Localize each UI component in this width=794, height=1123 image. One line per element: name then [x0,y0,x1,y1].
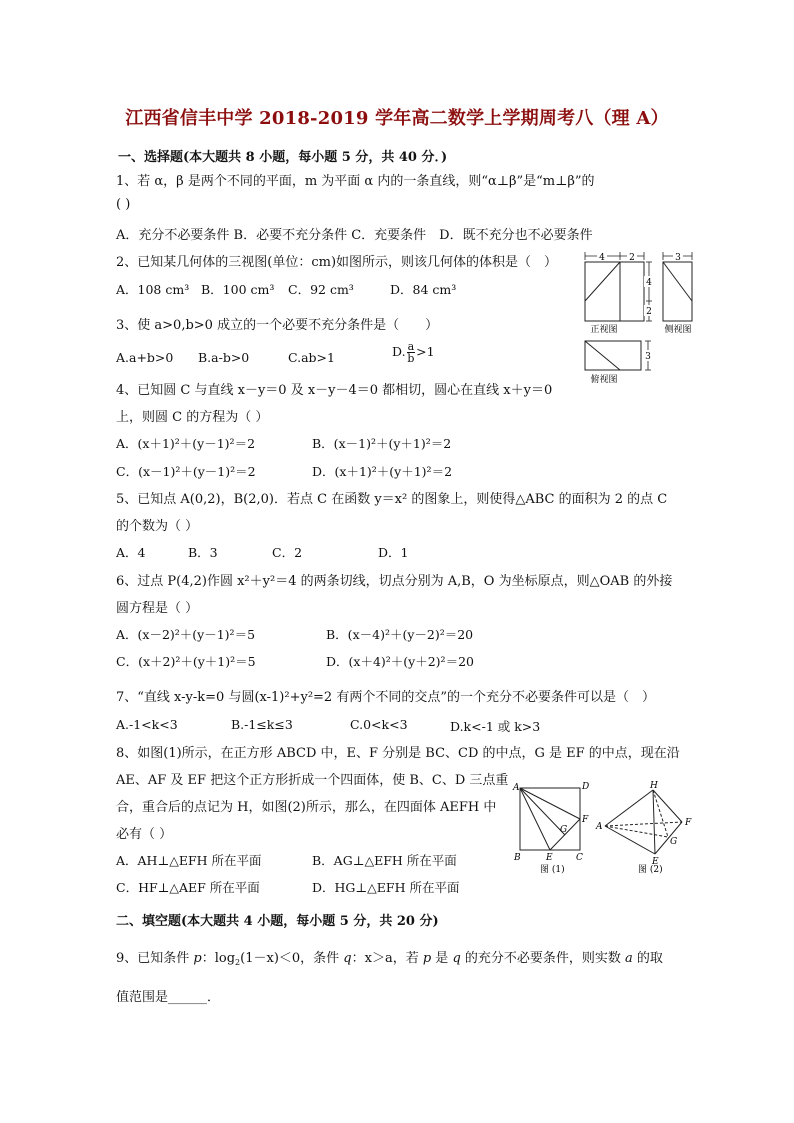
top-view-diagonal [585,341,620,370]
q3-option-d-suffix: >1 [416,344,435,359]
side-top-3: 3 [675,253,681,263]
edge-hf [653,790,682,822]
side-view-rect [663,262,692,321]
q4-option-d: D．(x＋1)²＋(y＋1)²＝2 [312,464,453,479]
exam-title: 江西省信丰中学 2018-2019 学年高二数学上学期周考八（理 A） [125,108,669,129]
q7-option-c: C.0<k<3 [350,717,408,732]
q9-text: 的充分不必要条件，则实数 [460,951,626,966]
fig1-point-d: D [582,782,590,792]
fig1-point-f: F [582,815,589,825]
folding-square-figure [510,780,700,878]
edge-he [653,790,655,854]
fig1-point-e: E [546,853,553,863]
q7-option-a: A.-1<k<3 [116,717,178,732]
q6-option-d: D．(x＋4)²＋(y＋2)²＝20 [326,654,474,669]
edge-af-dashed [605,822,682,826]
q8-stem-line2: AE、AF 及 EF 把这个正方形折成一个四面体，使 B、C、D 三点重 [116,773,509,788]
q5-option-b: B．3 [188,545,218,560]
front-top-4: 4 [599,253,605,263]
q3-stem: 3、使 a>0,b>0 成立的一个必要不充分条件是（ ） [116,318,439,333]
q9-text: 9、已知条件 [116,951,194,966]
q5-stem-line2: 的个数为（ ） [116,519,199,534]
q9-log-base: 2 [235,958,241,967]
front-side-2: 2 [646,307,652,317]
q4-option-a: A．(x＋1)²＋(y－1)²＝2 [116,436,256,451]
q6-option-a: A．(x－2)²＋(y－1)²＝5 [116,627,256,642]
three-view-figure [580,248,700,386]
edge-ah [605,790,653,826]
segment-af [520,788,580,819]
fig1-point-a: A [513,783,520,793]
q9-var-q: q [343,951,352,966]
q6-option-c: C．(x＋2)²＋(y＋1)²＝5 [116,654,256,669]
fig2-point-e: E [652,857,659,867]
q8-stem-line1: 8、如图(1)所示，在正方形 ABCD 中，E、F 分别是 BC、CD 的中点，G 是 EF 的中点，现在沿 [116,746,680,761]
q8-option-b: B．AG⊥△EFH 所在平面 [312,853,457,868]
q3-option-c: C.ab>1 [288,350,335,365]
section1-heading: 一、选择题(本大题共 8 小题，每小题 5 分，共 40 分．) [118,150,448,165]
q8-stem-line4: 必有（ ） [116,827,173,842]
q2-option-c: C．92 cm³ [288,282,354,297]
q6-stem-line1: 6、过点 P(4,2)作圆 x²＋y²＝4 的两条切线，切点分别为 A,B，O 为坐标原点，则△OAB 的外接 [116,574,673,589]
edge-hg-dashed [653,790,668,837]
q4-option-c: C．(x－1)²＋(y－1)²＝2 [116,464,256,479]
q1-stem-line2: ( ) [116,197,131,212]
q9-text: 的取 [632,951,663,966]
q3-option-d-prefix: D. [392,344,406,359]
fig1-point-g: G [560,825,568,835]
section2-heading: 二、填空题(本大题共 4 小题，每小题 5 分，共 20 分) [116,914,439,929]
q9-var-a: a [625,951,633,966]
fraction-numerator: a [407,340,415,353]
q5-option-d: D．1 [378,545,409,560]
top-view-rect [585,341,641,370]
front-side-4: 4 [646,278,652,288]
q9-text: ：x＞a，若 [351,951,423,966]
q9-stem-line2: 值范围是______． [116,990,221,1005]
fraction-denominator: b [407,352,415,365]
front-view-diagonal [585,262,620,301]
q7-option-d: D.k<-1 或 k>3 [450,719,541,734]
q5-stem-line1: 5、已知点 A(0,2)，B(2,0)．若点 C 在函数 y＝x² 的图象上，则使得△ABC 的面积为 2 的点 C [116,492,668,507]
q2-option-a: A．108 cm³ [116,282,190,297]
q2-option-d: D．84 cm³ [390,282,457,297]
fig1-point-b: B [514,853,521,863]
top-view-label: 俯视图 [590,375,618,385]
edge-ef [655,822,682,854]
fig2-point-g: G [670,837,678,847]
q5-option-c: C．2 [272,545,303,560]
front-view-label: 正视图 [590,325,618,335]
q7-stem: 7、“直线 x-y-k=0 与圆(x-1)²+y²=2 有两个不同的交点”的一个充分不必要条件可以是（ ） [116,690,655,705]
q3-option-b: B.a-b>0 [198,350,250,365]
q9-var-p: p [422,951,432,966]
side-view-diagonal [663,262,692,301]
segment-ae [520,788,550,850]
front-top-2: 2 [629,253,635,263]
q3-option-a: A.a+b>0 [116,350,174,365]
q6-option-b: B．(x－4)²＋(y－2)²＝20 [326,627,474,642]
side-view-label: 侧视图 [664,325,692,335]
fig2-point-h: H [650,781,658,791]
fig2-point-f: F [685,818,692,828]
q2-stem: 2、已知某几何体的三视图(单位：cm)如图所示，则该几何体的体积是（ ） [116,255,558,270]
q3-option-d-fraction [407,341,416,364]
q4-stem-line1: 4、已知圆 C 与直线 x－y＝0 及 x－y－4＝0 都相切，圆心在直线 x＋y＝0 [116,383,553,398]
q9-var-q: q [452,951,461,966]
q8-option-d: D．HG⊥△EFH 所在平面 [312,880,460,895]
q7-option-b: B.-1≤k≤3 [231,717,293,732]
fig1-caption: 图 (1) [540,865,565,875]
q1-options: A．充分不必要条件 B．必要不充分条件 C．充要条件 D．既不充分也不必要条件 [116,228,593,243]
q1-stem-line1: 1、若 α，β 是两个不同的平面，m 为平面 α 内的一条直线，则“α⊥β”是“m⊥β”的 [116,174,595,189]
q4-option-b: B．(x－1)²＋(y＋1)²＝2 [312,436,452,451]
q9-stem-line1 [116,947,663,966]
fig2-point-a: A [596,822,603,832]
q6-stem-line2: 圆方程是（ ） [116,601,199,616]
q8-stem-line3: 合，重合后的点记为 H，如图(2)所示，那么，在四面体 AEFH 中 [116,800,497,815]
q5-option-a: A．4 [116,545,146,560]
q9-text: (1－x)＜0，条件 [240,951,344,966]
segment-ag [520,788,568,835]
top-side-3: 3 [645,352,651,362]
q2-option-b: B．100 cm³ [201,282,275,297]
q4-stem-line2: 上，则圆 C 的方程为（ ） [116,410,269,425]
fig1-point-c: C [576,853,583,863]
q9-text: 是 [431,951,453,966]
q9-text: ：log [201,951,236,966]
q9-var-p: p [193,951,202,966]
q8-option-a: A．AH⊥△EFH 所在平面 [116,853,262,868]
fig2-caption: 图 (2) [638,865,663,875]
q8-option-c: C．HF⊥△AEF 所在平面 [116,880,260,895]
q3-option-d [392,341,435,364]
